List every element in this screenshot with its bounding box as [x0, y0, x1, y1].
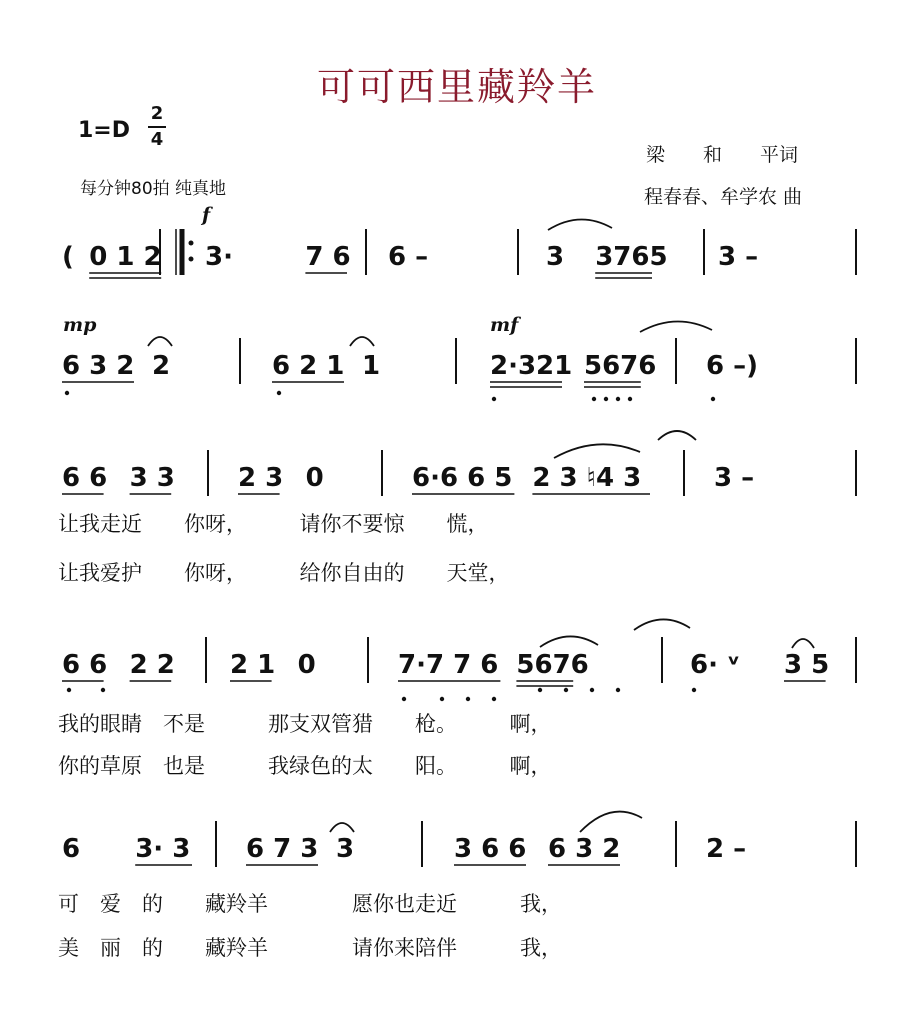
note-group: 2	[152, 351, 171, 381]
slur-arc	[640, 321, 712, 332]
octave-dot	[590, 688, 594, 692]
note-group: 3 5	[784, 650, 830, 680]
slur-arc	[554, 444, 640, 458]
lyric-line-1-verse-2: 让我爱护 你呀， 给你自由的 天堂，	[58, 561, 510, 585]
dynamic-mezzo-piano: mp	[63, 314, 97, 336]
note-group: 3	[546, 242, 565, 272]
slur-arc	[148, 337, 172, 346]
slur-arc	[548, 219, 612, 230]
octave-dot	[628, 397, 632, 401]
octave-dot	[67, 688, 71, 692]
note-group: 2·321	[490, 351, 573, 381]
slur-arc	[634, 619, 690, 630]
note-group: 0	[305, 463, 324, 493]
note-group: 2 –	[706, 834, 747, 864]
note-group: 3·	[205, 242, 233, 272]
lyric-line-3-verse-2: 美 丽 的 藏羚羊 请你来陪伴 我，	[58, 936, 562, 960]
key-signature: 1=D	[78, 118, 131, 143]
repeat-dot	[189, 257, 194, 262]
note-group: 5676	[584, 351, 657, 381]
note-group: 3 –	[718, 242, 759, 272]
octave-dot	[538, 688, 542, 692]
note-group: 3765	[595, 242, 668, 272]
song-title: 可可西里藏羚羊	[316, 65, 597, 109]
octave-dot	[711, 397, 715, 401]
slur-arc	[580, 812, 642, 832]
slur-arc	[350, 337, 374, 346]
note-group: 5676	[516, 650, 589, 680]
tempo-marking: 每分钟80拍 纯真地	[80, 179, 227, 199]
octave-dot	[492, 697, 496, 701]
time-signature-top: 2	[150, 103, 164, 124]
note-group: 6	[62, 834, 81, 864]
note-group: 3 3	[129, 463, 175, 493]
note-group: 1	[362, 351, 381, 381]
note-group: 6 –)	[706, 351, 759, 381]
note-group: 6· ᵛ	[690, 650, 741, 680]
note-group: 2 3	[238, 463, 284, 493]
octave-dot	[564, 688, 568, 692]
note-group: 6 6	[62, 463, 108, 493]
slur-arc	[540, 636, 598, 647]
note-group: 6 2 1	[272, 351, 345, 381]
note-group: 2 1	[230, 650, 276, 680]
note-group: 7 6	[305, 242, 351, 272]
octave-dot	[692, 688, 696, 692]
repeat-dot	[189, 241, 194, 246]
lyric-line-1-verse-1: 让我走近 你呀， 请你不要惊 慌，	[58, 512, 489, 536]
note-group: 6 6	[62, 650, 108, 680]
note-group: 2 3 ♮4 3	[532, 463, 642, 493]
octave-dot	[101, 688, 105, 692]
time-signature-bottom: 4	[150, 129, 164, 150]
note-group: 3 6 6	[454, 834, 527, 864]
note-group: 3· 3	[135, 834, 191, 864]
octave-dot	[466, 697, 470, 701]
note-group: 2 2	[129, 650, 175, 680]
note-group: 6 7 3	[246, 834, 319, 864]
octave-dot	[616, 397, 620, 401]
note-group: 3	[336, 834, 355, 864]
lyric-line-2-verse-1: 我的眼睛 不是 那支双管猎 枪。 啊，	[58, 712, 552, 736]
note-group: 3 –	[714, 463, 755, 493]
note-group: 6 –	[388, 242, 429, 272]
octave-dot	[604, 397, 608, 401]
octave-dot	[592, 397, 596, 401]
note-group: 0 1 2	[89, 242, 162, 272]
octave-dot	[616, 688, 620, 692]
note-group: 0	[297, 650, 316, 680]
slur-arc	[330, 823, 354, 832]
lyric-line-3-verse-1: 可 爱 的 藏羚羊 愿你也走近 我，	[58, 892, 562, 916]
note-group: 7·7 7 6	[398, 650, 499, 680]
lyric-line-2-verse-2: 你的草原 也是 我绿色的太 阳。 啊，	[58, 754, 552, 778]
note-group: (	[62, 242, 74, 272]
note-group: 6 3 2	[62, 351, 135, 381]
note-group: 6·6 6 5	[412, 463, 513, 493]
slur-arc	[792, 639, 814, 648]
dynamic-forte: f	[202, 204, 211, 226]
composer-credit: 程春春、牟学农 曲	[644, 186, 803, 208]
octave-dot	[277, 391, 281, 395]
octave-dot	[492, 397, 496, 401]
octave-dot	[402, 697, 406, 701]
octave-dot	[440, 697, 444, 701]
dynamic-mezzo-forte: mf	[490, 314, 519, 336]
octave-dot	[65, 391, 69, 395]
lyricist-credit: 梁 和 平词	[646, 144, 799, 166]
slur-arc	[658, 431, 696, 440]
note-group: 6 3 2	[548, 834, 621, 864]
